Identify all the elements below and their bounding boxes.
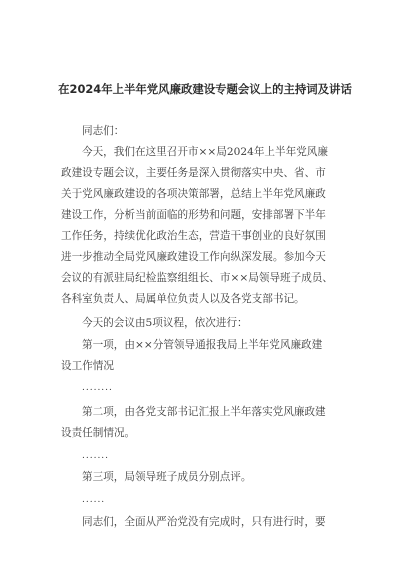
agenda-item-3: 第三项，局领导班子成员分别点评。	[82, 471, 252, 483]
agenda-item-2: 第二项，由各党支部书记汇报上半年落实党风廉政建	[82, 406, 326, 418]
agenda-item-1-cont: 设工作情况	[61, 360, 114, 372]
paragraph-line: 各科室负责人、局属单位负责人以及各党支部书记。	[61, 293, 305, 305]
paragraph-line: 工作任务，持续优化政治生态，营造干事创业的良好氛围	[61, 230, 326, 242]
closing-line: 同志们，全面从严治党没有完成时，只有进行时，要	[82, 516, 326, 528]
agenda-item-2-cont: 设责任制情况。	[61, 427, 136, 439]
paragraph-line: 政建设专题会议，主要任务是深入贯彻落实中央、省、市	[61, 167, 326, 179]
paragraph-line: 今天，我们在这里召开市××局2024年上半年党风廉	[82, 146, 328, 158]
agenda-item-1: 第一项，由××分管领导通报我局上半年党风廉政建	[82, 339, 323, 351]
paragraph-line: 进一步推动全局党风廉政建设工作向纵深发展。参加今天	[61, 251, 326, 263]
paragraph-line: 关于党风廉政建设的各项决策部署，总结上半年党风廉政	[61, 188, 326, 200]
salutation: 同志们：	[82, 125, 125, 137]
ellipsis: ........	[82, 383, 113, 393]
ellipsis: .......	[82, 451, 110, 461]
ellipsis: ......	[82, 495, 106, 505]
paragraph-line: 会议的有派驻局纪检监察组组长、市××局领导班子成员、	[61, 272, 334, 284]
paragraph-line: 建设工作，分析当前面临的形势和问题，安排部署下半年	[61, 209, 326, 221]
agenda-intro: 今天的会议由5项议程，依次进行：	[82, 317, 248, 329]
document-title: 在2024年上半年党风廉政建设专题会议上的主持词及讲话	[58, 82, 352, 96]
